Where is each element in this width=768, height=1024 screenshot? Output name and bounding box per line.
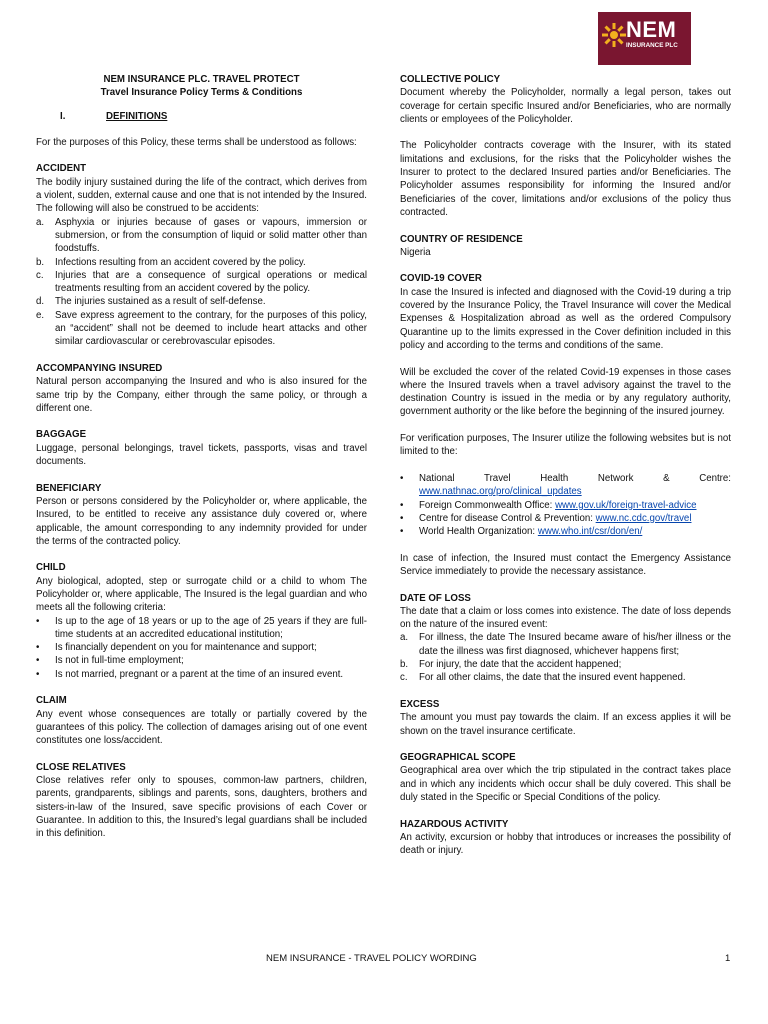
definition-country-of-residence xyxy=(400,233,731,260)
definition-close-relatives xyxy=(36,761,367,841)
website-link[interactable]: www.gov.uk/foreign-travel-advice xyxy=(555,499,697,511)
definition-geographical-scope xyxy=(400,751,731,804)
definition-text: In case of infection, the Insured must contact the Emergency Assistance Service immediately to provide the necessary assistance. xyxy=(400,552,731,577)
definition-text: Any biological, adopted, step or surrogate child or a child to whom The Policyholder or, where applicable, The Insured is the legal guardian and who meets all the following criteria: xyxy=(36,575,367,614)
section-number: I. xyxy=(60,110,66,122)
definition-child xyxy=(36,561,367,681)
definition-heading: ACCIDENT xyxy=(36,163,87,175)
definition-text: Natural person accompanying the Insured and who is also insured for the same trip by the Company, either through the same policy, or through a different one. xyxy=(36,376,367,414)
definition-claim xyxy=(36,694,367,747)
definition-text: Person or persons considered by the Policyholder or, where applicable, the Insured, to be entitled to receive any assistance duly covered or, where applicable, the amount corresponding to any indemnity provided for under the terms of the contracted policy. xyxy=(36,495,367,547)
definition-heading: BAGGAGE xyxy=(36,429,87,441)
list-item: • World Health Organization: www.who.int/csr/don/en/ xyxy=(400,526,643,538)
definition-beneficiary xyxy=(36,482,367,548)
definition-heading: CLAIM xyxy=(36,695,67,707)
document-subtitle: Travel Insurance Policy Terms & Conditions xyxy=(100,87,303,99)
definition-text: Luggage, personal belongings, travel tickets, passports, visas and travel documents. xyxy=(36,442,367,468)
intro-text: For the purposes of this Policy, these terms shall be understood as follows: xyxy=(36,136,357,148)
definition-baggage xyxy=(36,428,367,468)
company-logo xyxy=(598,12,691,65)
page-number: 1 xyxy=(725,953,731,964)
definition-text: The bodily injury sustained during the life of the contract, which derives from a violent, sudden, external cause and one that is not intended by the Insured. The following will also be construed to be accidents: xyxy=(36,176,367,215)
definition-collective-policy xyxy=(400,73,731,126)
date-of-loss-list xyxy=(400,631,731,684)
definition-heading: GEOGRAPHICAL SCOPE xyxy=(400,752,516,764)
definition-excess xyxy=(400,698,731,738)
website-link[interactable]: www.who.int/csr/don/en/ xyxy=(537,526,643,538)
websites-list xyxy=(400,472,731,538)
definition-date-of-loss xyxy=(400,592,731,685)
sunburst-icon xyxy=(601,22,627,48)
definition-heading: COVID-19 COVER xyxy=(400,273,482,285)
logo-subtitle: INSURANCE PLC xyxy=(626,42,678,49)
list-item: • Foreign Commonwealth Office: www.gov.uk/foreign-travel-advice xyxy=(400,499,697,511)
list-item: a. For illness, the date The Insured became aware of his/her illness or the date the illness was first diagnosed, whichever happens first; xyxy=(400,632,731,657)
right-column xyxy=(400,73,731,871)
list-item: b. For injury, the date that the accident happened; xyxy=(400,659,622,671)
accident-list xyxy=(36,216,367,349)
definition-accompanying-insured xyxy=(36,362,367,415)
child-criteria-list xyxy=(36,615,367,681)
definition-text: For verification purposes, The Insurer utilize the following websites but is not limited to the: xyxy=(400,433,731,458)
list-item: • Centre for disease Control & Prevention: www.nc.cdc.gov/travel xyxy=(400,512,692,524)
left-column xyxy=(36,73,367,854)
definition-heading: DATE OF LOSS xyxy=(400,592,471,604)
definition-text: Any event whose consequences are totally or partially covered by the guarantees of this policy. The collection of damages arising out of one event constitutes one loss/accident. xyxy=(36,708,367,747)
list-item: b. Infections resulting from an accident covered by the policy. xyxy=(36,256,306,268)
website-link[interactable]: www.nc.cdc.gov/travel xyxy=(595,512,692,524)
definition-heading: EXCESS xyxy=(400,698,440,710)
definition-text: Nigeria xyxy=(400,246,431,258)
list-item: • Is not married, pregnant or a parent at the time of an insured event. xyxy=(36,668,344,680)
list-item: e. Save express agreement to the contrary, for the purposes of this policy, an “accident” shall not be deemed to include heart attacks and other similar cardiovascular or cerebrovascular episodes. xyxy=(36,309,367,348)
definition-accident xyxy=(36,162,367,348)
definition-text: Will be excluded the cover of the related Covid-19 expenses in those cases where the Insured travels when a travel advisory against the travel to the destination Country is issued in the media or by any regulatory authority, government authority or the like before the beginning of the insured journey. xyxy=(400,366,731,418)
definition-heading: COLLECTIVE POLICY xyxy=(400,74,501,85)
definition-heading: HAZARDOUS ACTIVITY xyxy=(400,818,509,830)
section-heading xyxy=(36,110,367,123)
footer-text: NEM INSURANCE - TRAVEL POLICY WORDING xyxy=(266,953,477,964)
definition-text: Geographical area over which the trip stipulated in the contract takes place and in which any incidents which occur shall be duly covered. This shall be duly stated in the Specific or Special Conditions of the policy. xyxy=(400,765,731,804)
list-item: c. For all other claims, the date that the insured event happened. xyxy=(400,672,686,684)
definition-heading: CHILD xyxy=(36,562,66,574)
definition-heading: CLOSE RELATIVES xyxy=(36,761,126,773)
definition-text: Document whereby the Policyholder, normally a legal person, takes out coverage for certain specific Insured and/or Beneficiaries, who are normally clients or employees of the Policyholder. xyxy=(400,87,731,125)
definition-text: The Policyholder contracts coverage with the Insurer, with its stated limitations and exclusions, for the risks that the Policyholder wishes the Insurer to protect to the declared Insured parties and/or Beneficiaries. The Policyholder assumes responsibility for informing the Insured and/or Beneficiaries of the cover, limitations and/or exclusions of the policy thus contracted. xyxy=(400,140,731,218)
list-item: • Is up to the age of 18 years or up to the age of 25 years if they are full-time students at an accredited educational institution; xyxy=(36,615,367,640)
list-item: c. Injuries that are a consequence of surgical operations or medical treatments resulting from an accident covered by the policy. xyxy=(36,269,367,295)
definition-covid-cover xyxy=(400,272,731,352)
definition-text: The amount you must pay towards the claim. If an excess applies it will be shown on the travel insurance certificate. xyxy=(400,712,731,737)
list-item: • Is financially dependent on you for maintenance and support; xyxy=(36,642,317,654)
definition-text: Close relatives refer only to spouses, common-law partners, children, parents, grandparents, siblings and parents, sons, daughters, brothers and sisters-in-law of the Insured, save specific provisions of each Cover or Guarantee. In addition to this, the Insured’s legal guardians shall be included in this definition. xyxy=(36,775,367,840)
definition-heading: BENEFICIARY xyxy=(36,482,102,494)
list-item: • Is not in full-time employment; xyxy=(36,655,184,667)
definition-heading: ACCOMPANYING INSURED xyxy=(36,362,163,374)
website-link[interactable]: www.nathnac.org/pro/clinical_updates xyxy=(419,486,582,498)
list-item: a. Asphyxia or injuries because of gases or vapours, immersion or submersion, or from the consumption of liquid or solid matter other than foodstuffs. xyxy=(36,216,367,255)
definition-text: An activity, excursion or hobby that introduces or increases the possibility of death or injury. xyxy=(400,831,731,857)
definition-text: In case the Insured is infected and diagnosed with the Covid-19 during a trip covered by the Insurance Policy, the Travel Insurance will cover the Medical Expenses & Hospitalization abroad as well as the ordered Compulsory Quarantine up to the limits expressed in the Cover definition included in this policy and according to the terms and conditions of the same. xyxy=(400,286,731,351)
document-title: NEM INSURANCE PLC. TRAVEL PROTECT xyxy=(103,74,300,85)
definition-heading: COUNTRY OF RESIDENCE xyxy=(400,233,523,245)
logo-name: NEM xyxy=(626,17,677,42)
definition-text: The date that a claim or loss comes into existence. The date of loss depends on the nature of the insured event: xyxy=(400,605,731,631)
list-item: • National Travel Health Network & Centre: www.nathnac.org/pro/clinical_updates xyxy=(400,472,731,498)
list-item: d. The injuries sustained as a result of self-defense. xyxy=(36,296,266,308)
definition-hazardous-activity xyxy=(400,818,731,858)
section-title: DEFINITIONS xyxy=(106,110,168,122)
